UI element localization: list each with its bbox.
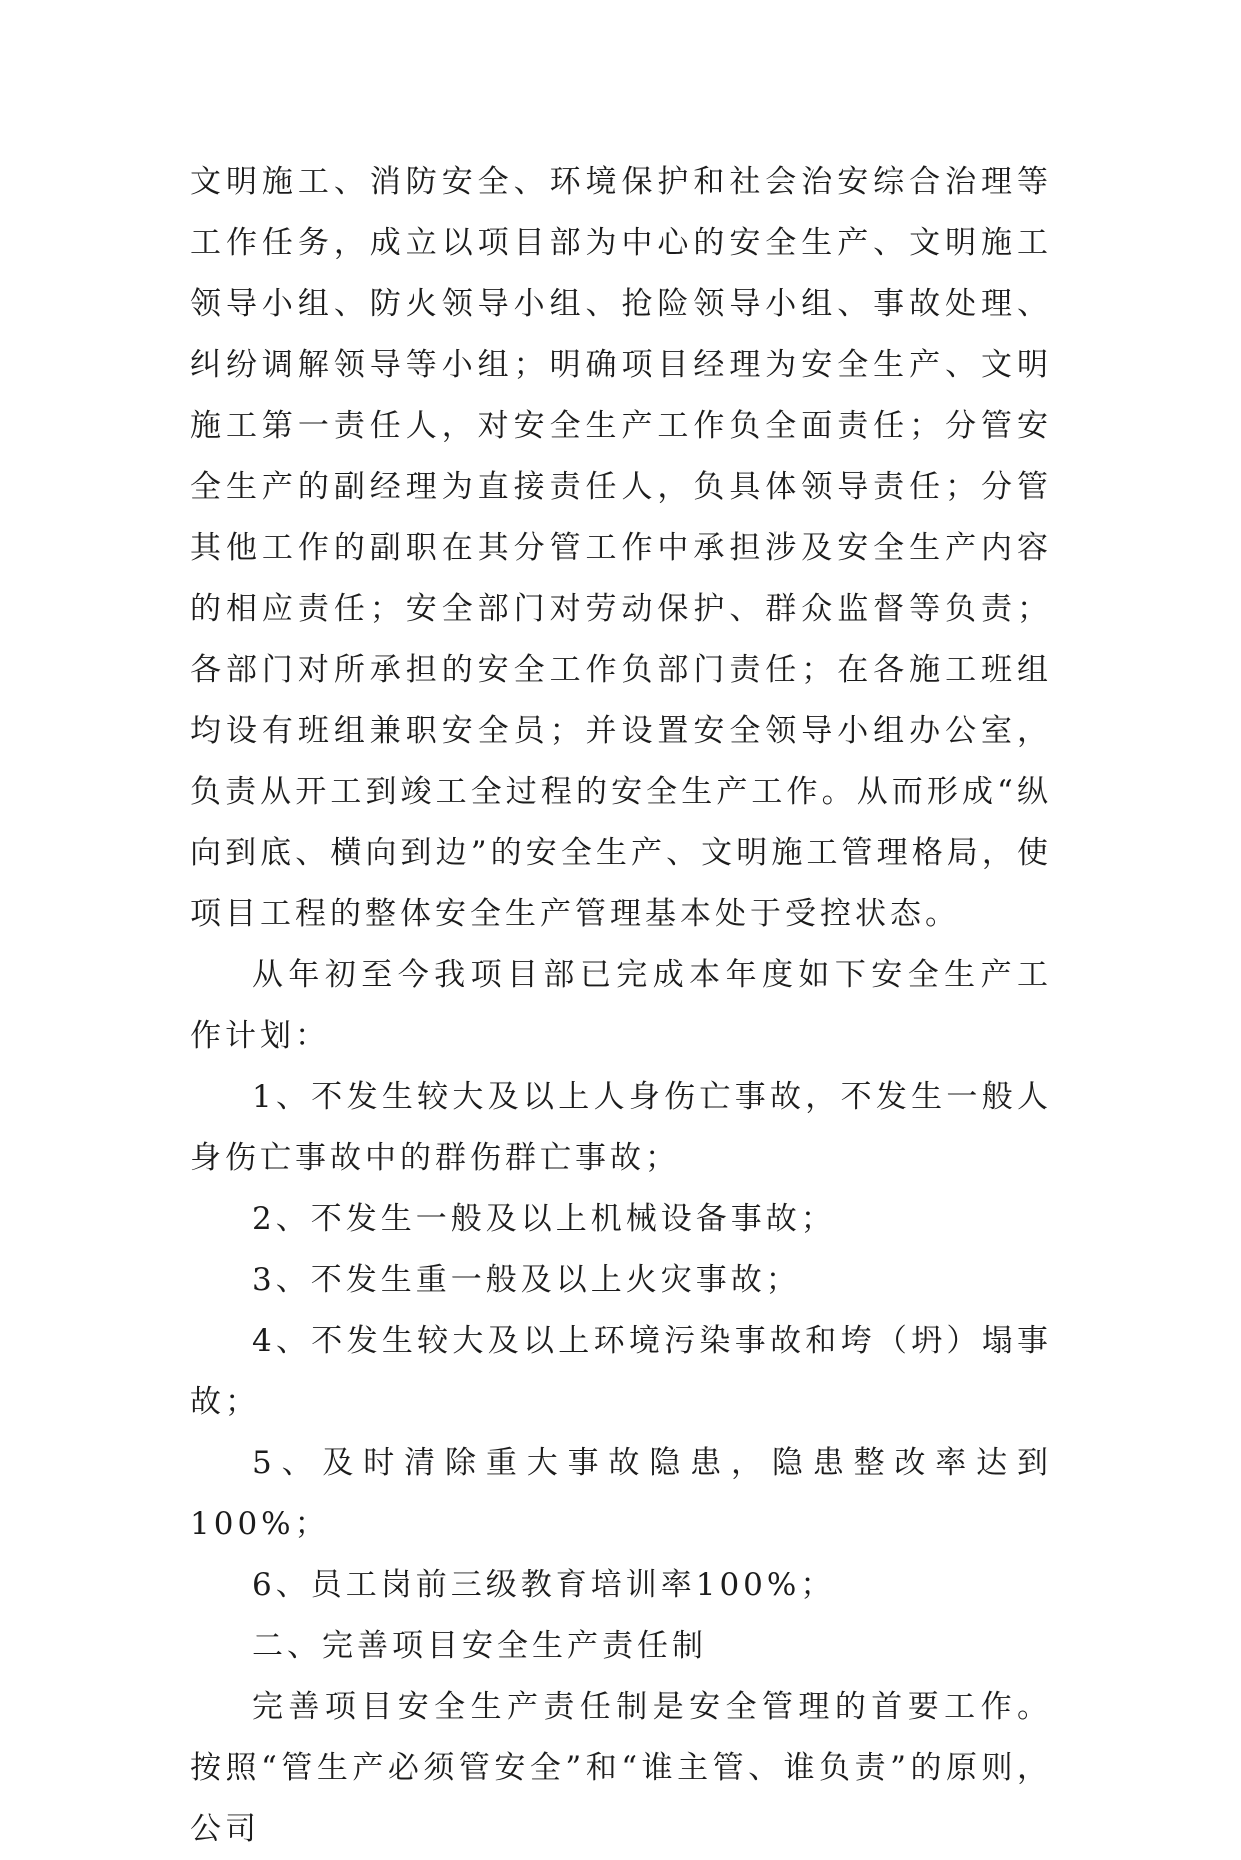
plan-item-5: 5、及时清除重大事故隐患，隐患整改率达到100%； xyxy=(190,1445,1052,1542)
plan-item-6: 6、员工岗前三级教育培训率100%； xyxy=(252,1567,836,1603)
plan-item-4: 4、不发生较大及以上环境污染事故和垮（坍）塌事故； xyxy=(190,1323,1052,1420)
paragraph-continuation: 文明施工、消防安全、环境保护和社会治安综合治理等工作任务，成立以项目部为中心的安全生产、文明施工领导小组、防火领导小组、抢险领导小组、事故处理、纠纷调解领导等小组；明确项目经理为安全生产、文明施工第一责任人，对安全生产工作负全面责任；分管安全生产的副经理为直接责任人，负具体领导责任；分管其他工作的副职在其分管工作中承担涉及安全生产内容的相应责任；安全部门对劳动保护、群众监督等负责；各部门对所承担的安全工作负部门责任；在各施工班组均设有班组兼职安全员；并设置安全领导小组办公室，负责从开工到竣工全过程的安全生产工作。从而形成“纵向到底、横向到边”的安全生产、文明施工管理格局，使项目工程的整体安全生产管理基本处于受控状态。 xyxy=(190,164,1052,932)
plan-item-2: 2、不发生一般及以上机械设备事故； xyxy=(252,1201,836,1237)
document-body xyxy=(190,152,1052,1860)
paragraph-plan-intro: 从年初至今我项目部已完成本年度如下安全生产工作计划： xyxy=(190,957,1052,1054)
plan-item-3: 3、不发生重一般及以上火灾事故； xyxy=(252,1262,801,1298)
paragraph-responsibility: 完善项目安全生产责任制是安全管理的首要工作。按照“管生产必须管安全”和“谁主管、谁负责”的原则，公司 xyxy=(190,1689,1052,1847)
plan-item-1: 1、不发生较大及以上人身伤亡事故，不发生一般人身伤亡事故中的群伤群亡事故； xyxy=(190,1079,1052,1176)
section-heading: 二、完善项目安全生产责任制 xyxy=(252,1628,707,1664)
